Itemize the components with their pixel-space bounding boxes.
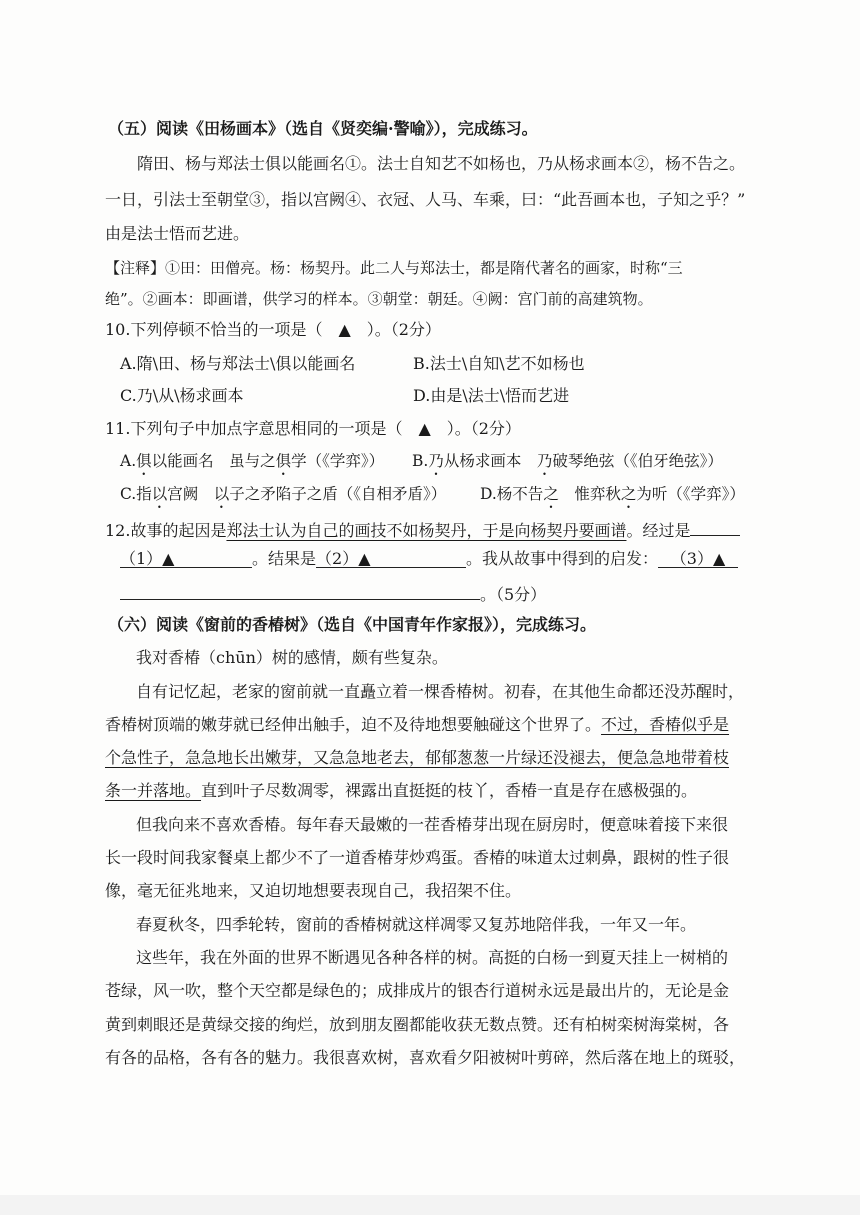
question-11-option-d: D.杨不告之 惟弈秋之为听（《学弈》）: [480, 485, 745, 503]
question-10-option-b: B.法士\自知\艺不如杨也: [413, 354, 585, 373]
passage-6-line-4: 个急性子，急急地长出嫩芽，又急急地老去，郁郁葱葱一片绿还没褪去，便急急地带着枝: [105, 748, 730, 767]
passage-6-line-9: 春夏秋冬，四季轮转，窗前的香椿树就这样凋零又复苏地陪伴我，一年又一年。: [136, 915, 697, 934]
question-10-stem: 10.下列停顿不恰当的一项是（ ▲ ）。（2分）: [105, 320, 441, 339]
dotted-char: 俱: [136, 452, 152, 470]
section-5-title: （五）阅读《田杨画本》（选自《贤奕编·警喻》），完成练习。: [108, 119, 538, 138]
passage-5-line-3: 由是法士悟而艺进。: [105, 224, 250, 243]
question-12-line-1: 12.故事的起因是郑法士认为自己的画技不如杨契丹，于是向杨契丹要画谱。经过是: [105, 515, 740, 543]
question-10-option-d: D.由是\法士\悟而艺进: [413, 386, 570, 405]
question-12-line-3: 。（5分）: [120, 579, 546, 607]
dotted-char: 乃: [428, 452, 444, 470]
passage-6-line-8: 像，毫无征兆地来，又迫切地想要表现自己，我招架不住。: [105, 881, 522, 900]
annotation-line-1: 【注释】①田：田僧亮。杨：杨契丹。此二人与郑法士，都是隋代著名的画家，时称“三: [105, 259, 683, 277]
question-10-option-a: A.隋\田、杨与郑法士\俱以能画名: [120, 354, 356, 373]
passage-6-line-1: 我对香椿（chūn）树的感情，颇有些复杂。: [136, 648, 448, 667]
section-6-title: （六）阅读《窗前的香椿树》（选自《中国青年作家报》），完成练习。: [108, 615, 597, 634]
question-11-option-c: C.指以宫阙 以子之矛陷子之盾（《自相矛盾》）: [120, 485, 447, 503]
passage-6-line-12: 黄到刺眼还是黄绿交接的绚烂，放到朋友圈都能收获无数点赞。还有柏树栾树海棠树，各: [105, 1015, 730, 1034]
answer-blank-1[interactable]: （1）▲: [120, 547, 252, 568]
passage-6-line-2: 自有记忆起，老家的窗前就一直矗立着一棵香椿树。初春，在其他生命都还没苏醒时，: [136, 682, 745, 701]
answer-blank-1-start[interactable]: [690, 515, 740, 536]
answer-blank-2[interactable]: （2）▲: [316, 547, 466, 568]
underlined-sentence-end: 条一并落地。: [105, 781, 202, 800]
dotted-char: 之: [620, 485, 637, 503]
passage-6-line-6: 但我向来不喜欢香椿。每年春天最嫩的一茬香椿芽出现在厨房时，便意味着接下来很: [136, 815, 729, 834]
underlined-cause: 郑法士认为自己的画技不如杨契丹，于是向杨契丹要画谱: [226, 521, 627, 540]
passage-6-line-13: 有各的品格，各有各的魅力。我很喜欢树，喜欢看夕阳被树叶剪碎，然后落在地上的斑驳，: [105, 1048, 746, 1067]
answer-blank-3-continued[interactable]: [120, 579, 480, 600]
passage-6-line-11: 苍绿，风一吹，整个天空都是绿色的；成排成片的银杏行道树永远是最出片的，无论是金: [105, 981, 730, 1000]
passage-5-line-2: 一日，引法士至朝堂③，指以宫阙④、衣冠、人马、车乘，曰：“此吾画本也，子知之乎？”: [105, 190, 746, 209]
answer-blank-3[interactable]: （3）▲: [658, 547, 738, 568]
page-bottom-edge: [0, 1195, 860, 1215]
question-11-option-a: A.俱以能画名 虽与之俱学（《学弈》）: [120, 452, 385, 470]
question-10-option-c: C.乃\从\杨求画本: [120, 386, 244, 405]
question-11-option-b: B.乃从杨求画本 乃破琴绝弦（《伯牙绝弦》）: [412, 452, 723, 470]
passage-5-line-1: 隋田、杨与郑法士俱以能画名①。法士自知艺不如杨也，乃从杨求画本②，杨不告之。: [137, 154, 746, 173]
passage-6-line-5: 条一并落地。直到叶子尽数凋零，裸露出直挺挺的枝丫，香椿一直是存在感极强的。: [105, 781, 698, 800]
dotted-char: 乃: [536, 452, 553, 470]
question-11-stem: 11.下列句子中加点字意思相同的一项是（ ▲ ）。（2分）: [105, 419, 521, 438]
dotted-char: 以: [213, 485, 230, 503]
question-12-line-2: （1）▲ 。结果是（2）▲ 。我从故事中得到的启发： （3）▲: [120, 547, 738, 571]
passage-6-line-3: 香椿树顶端的嫩芽就已经伸出触手，迫不及待地想要触碰这个世界了。不过，香椿似乎是: [105, 715, 730, 734]
underlined-sentence: 不过，香椿似乎是: [601, 715, 730, 734]
dotted-char: 之: [543, 485, 559, 503]
passage-6-line-7: 长一段时间我家餐桌上都少不了一道香椿芽炒鸡蛋。香椿的味道太过刺鼻，跟树的性子很: [105, 848, 730, 867]
dotted-char: 俱: [275, 452, 292, 470]
passage-6-line-10: 这些年，我在外面的世界不断遇见各种各样的树。高挺的白杨一到夏天挂上一树梢的: [136, 948, 729, 967]
annotation-line-2: 绝”。②画本：即画谱，供学习的样本。③朝堂：朝廷。④阙：宫门前的高建筑物。: [105, 290, 653, 308]
dotted-char: 以: [151, 485, 168, 503]
